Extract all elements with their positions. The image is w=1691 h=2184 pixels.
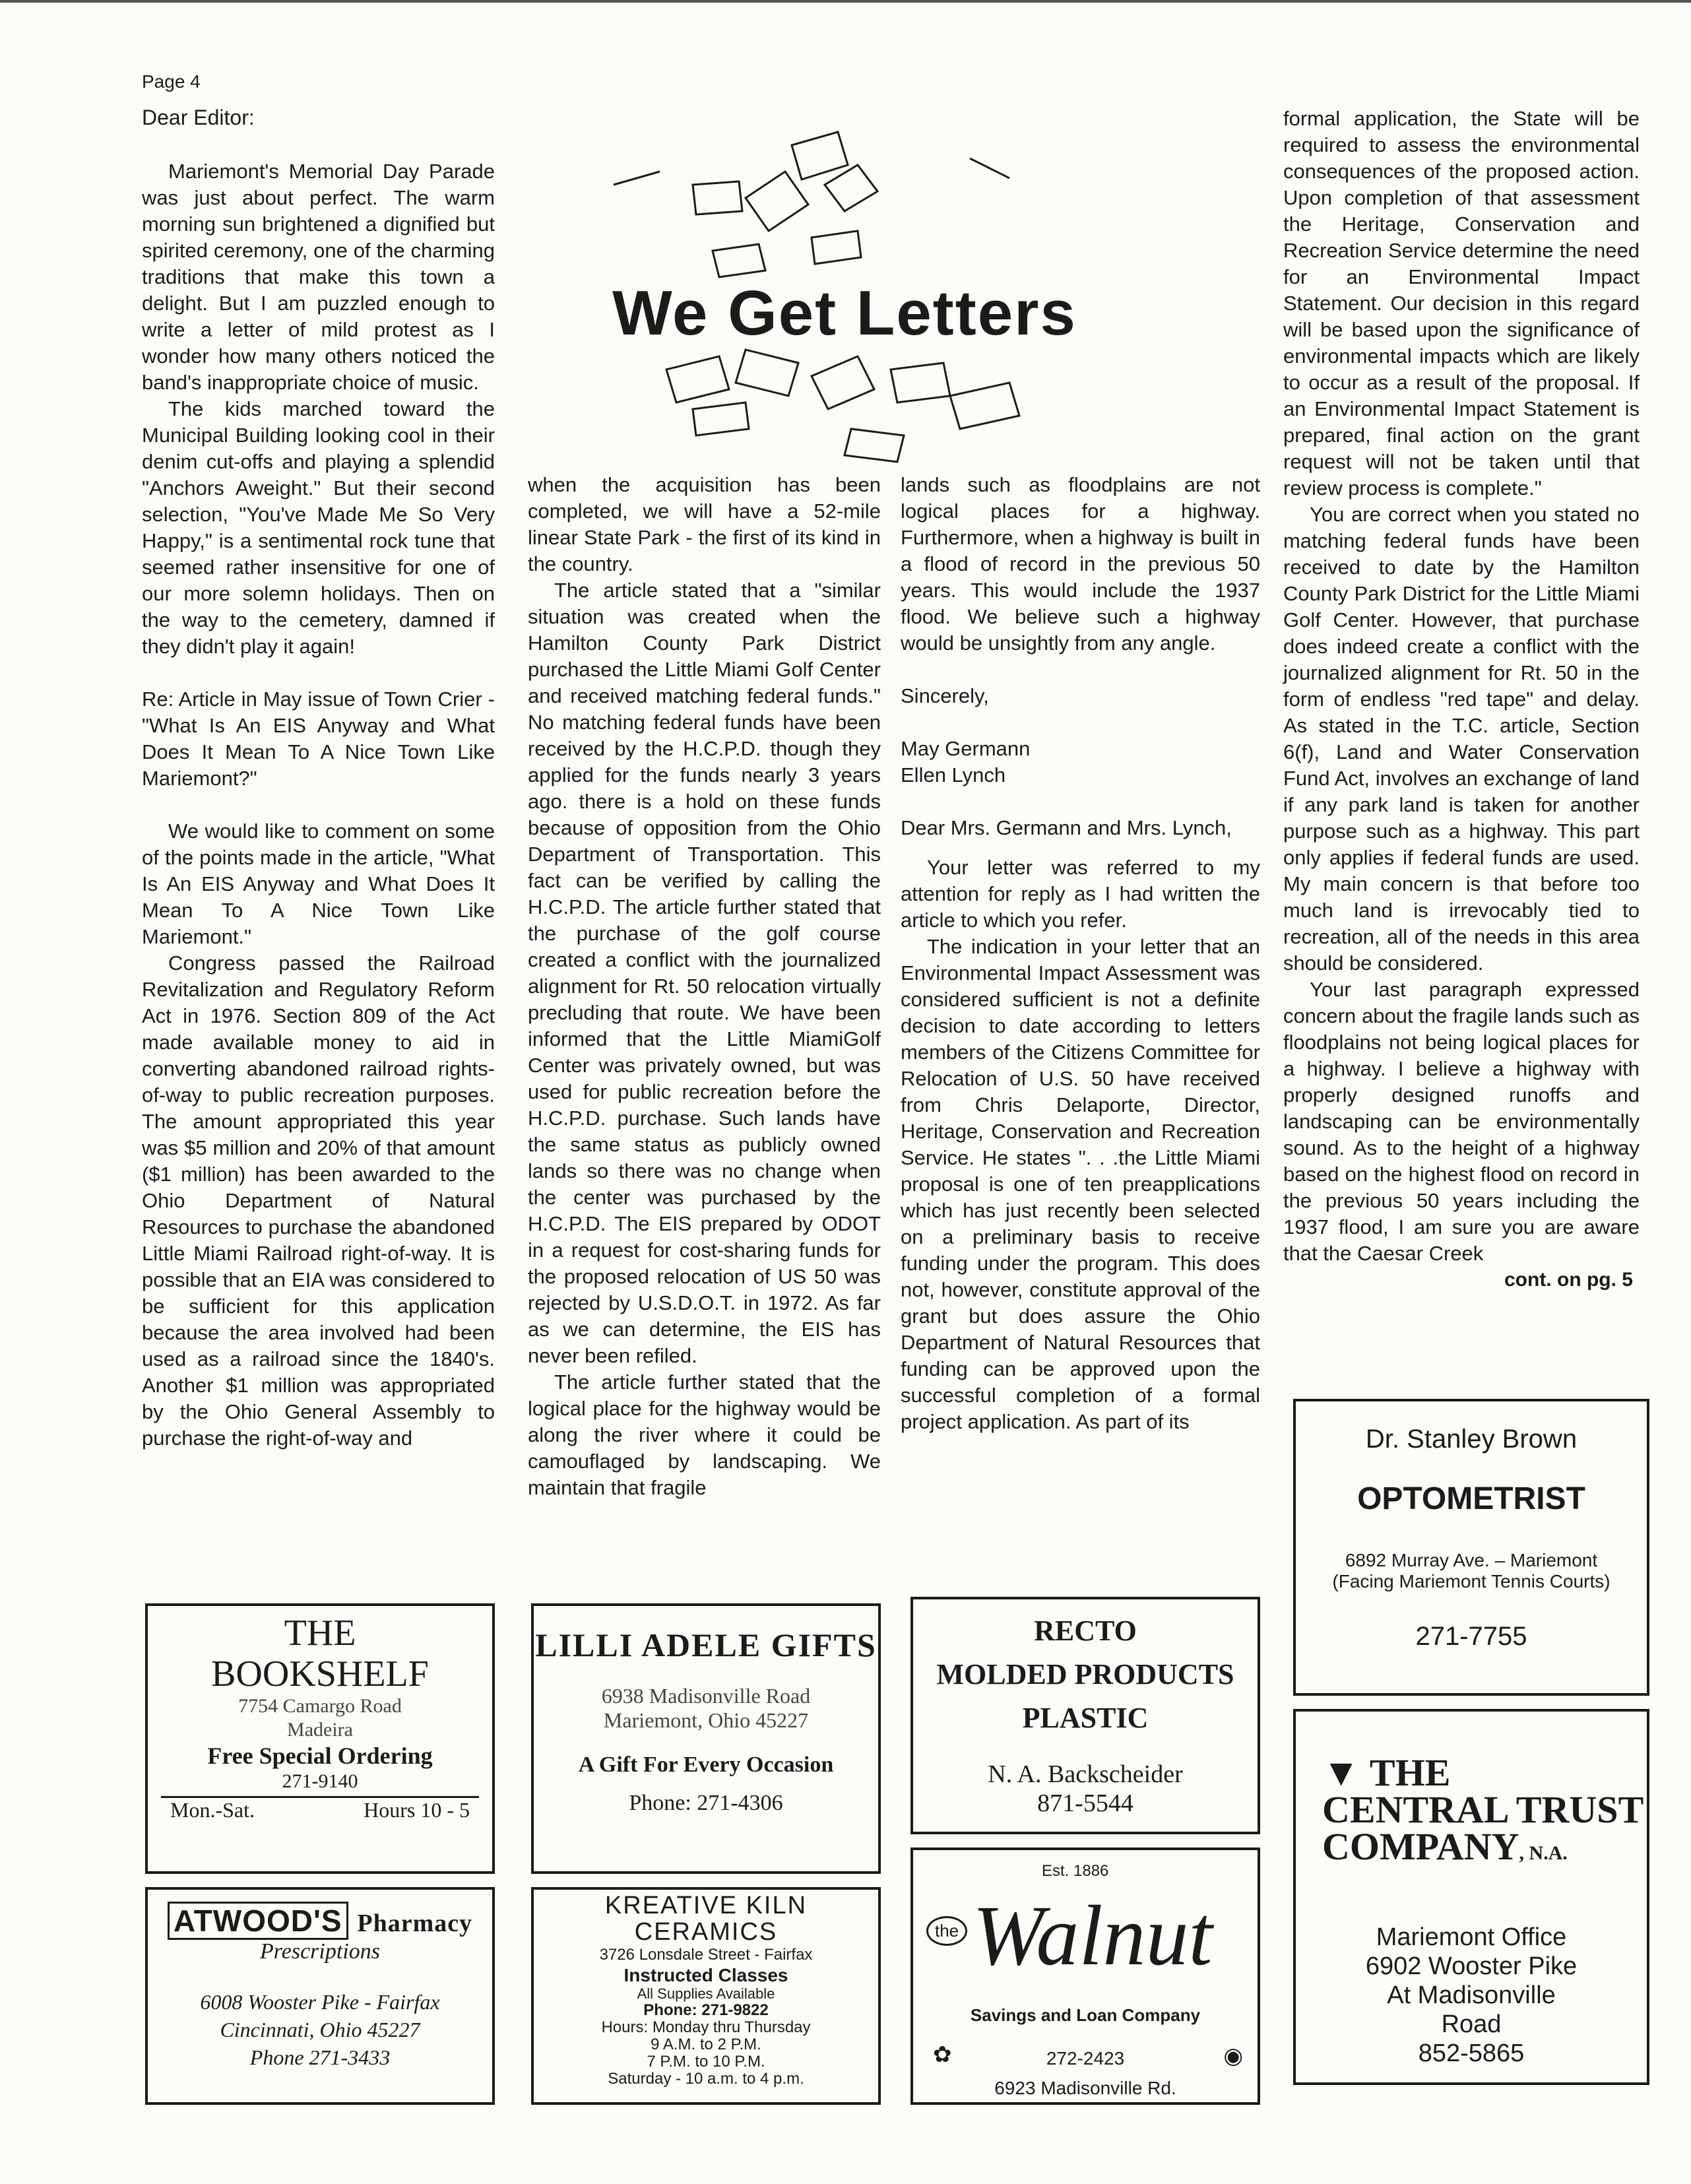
ad-optometrist-name: Dr. Stanley Brown <box>1365 1425 1578 1454</box>
ad-optometrist-note: (Facing Mariemont Tennis Courts) <box>1332 1571 1611 1591</box>
ad-recto-line2: MOLDED PRODUCTS <box>936 1658 1234 1690</box>
reply-greeting: Dear Mrs. Germann and Mrs. Lynch, <box>901 816 1232 839</box>
ad-walnut-address: 6923 Madisonville Rd. <box>994 2078 1176 2098</box>
reply-paragraph: Your letter was referred to my attention for reply as I had written the article to which you refer. <box>901 856 1260 932</box>
top-rule <box>0 0 1691 3</box>
ad-walnut-the: the <box>926 1916 967 1946</box>
ad-lilli-adele <box>531 1603 881 1874</box>
ad-walnut-badge-icon: ◉ <box>1223 2043 1243 2069</box>
ad-bookshelf-tagline: Free Special Ordering <box>207 1743 433 1769</box>
ad-bookshelf-address: 7754 Camargo Road <box>238 1695 402 1717</box>
ad-recto-line3: PLASTIC <box>1022 1702 1149 1734</box>
ad-kiln-hours3: 7 P.M. to 10 P.M. <box>647 2053 765 2071</box>
ad-walnut-name: Walnut <box>973 1888 1213 1983</box>
letter2-signer: Ellen Lynch <box>901 763 1006 787</box>
letter2-paragraph: The article stated that a "similar situation was created when the Hamilton County Park District purchased the Little Miami Golf Center and received matching federal funds." No matching federal funds have been received by the H.C.P.D. though they applied for the funds nearly 3 years ago. there is a hold on these funds because of opposition from the Ohio Department of Transportation. This fact can be verified by calling the H.C.P.D. The article further stated that the purchase of the golf course created a conflict with the journalized alignment for Rt. 50 relocation virtually precluding that route. We have been informed that the Little MiamiGolf Center was privately owned, but was used for public recreation before the H.C.P.D. purchase. Such lands have the same status as publicly owned lands so there was no change when the center was purchased by the H.C.P.D. The EIS prepared by ODOT in a request for cost-sharing funds for the proposed relocation of US 50 was rejected by U.S.D.O.T. in 1972. As far as we can determine, the EIS has never been refiled. <box>528 579 881 1367</box>
ad-kiln-line1: KREATIVE KILN <box>604 1892 808 1919</box>
ad-atwood-name: ATWOOD'S <box>168 1902 348 1940</box>
ad-central-at: At Madisonville <box>1387 1981 1556 2009</box>
ad-bookshelf-city: Madeira <box>287 1719 353 1741</box>
ad-central-line2: CENTRAL TRUST <box>1322 1788 1644 1831</box>
letter2-subject: Re: Article in May issue of Town Crier - "What Is An EIS Anyway and What Does It Mean To A Nice Town Like Mariemont?" <box>142 688 495 790</box>
ad-atwood-pharmacy: Pharmacy <box>357 1910 473 1937</box>
ad-walnut-phone: 272-2423 <box>1046 2048 1125 2069</box>
letter2-paragraph: The article further stated that the logical place for the highway would be along the river where it could be camouflaged by landscaping. We maintain that fragile <box>528 1370 881 1499</box>
reply-paragraph: formal application, the State will be required to assess the environmental consequences of the proposed action. Upon completion of that assessment the Heritage, Conservation and Recreation Service determine the need for an Environmental Impact Statement. Our decision in this regard will be based upon the significance of environmental impacts which are likely to occur as a result of the proposal. If an Environmental Impact Statement is prepared, final action on the grant request will not be taken until that review process is complete." <box>1283 107 1640 499</box>
ad-atwood-address: 6008 Wooster Pike - Fairfax <box>200 1990 440 2014</box>
letter2-paragraph: We would like to comment on some of the points made in the article, "What Is An EIS Anyway and What Does It Mean To A Nice Town Like Mariemont." <box>142 819 495 948</box>
letter1-greeting: Dear Editor: <box>142 106 255 129</box>
ad-central-line1: ▼ THE <box>1322 1751 1451 1794</box>
column-2 <box>528 472 881 1501</box>
letter2-paragraph: when the acquisition has been completed, we will have a 52-mile linear State Park - the first of its kind in the country. <box>528 473 881 575</box>
ad-atwood-script: Prescriptions <box>260 1939 380 1964</box>
ad-walnut-tagline: Savings and Loan Company <box>970 2005 1201 2025</box>
letter1-paragraph: The kids marched toward the Municipal Building looking cool in their denim cut-offs and playing a splendid "Anchors Aweight." But their second selection, "You've Made Me So Very Happy," is a sentimental rock tune that seemed rather insensitive for one of our more solemn holidays. Then on the way to the cemetery, damned if they didn't play it again! <box>142 397 495 658</box>
reply-paragraph: The indication in your letter that an Environmental Impact Assessment was considered sufficient is not a definite decision to date according to letters members of the Citizens Committee for Relocation of U.S. 50 have received from Chris Delaporte, Director, Heritage, Conservation and Recreation Service. He states ". . .the Little Miami proposal is one of ten preapplications which has just recently been selected on a preliminary basis to receive funding under the program. This does not, however, constitute approval of the grant but does assure the Ohio Department of Natural Resources that funding can be approved upon the successful completion of a formal project application. As part of its <box>901 935 1260 1433</box>
ad-kiln-hours1: Hours: Monday thru Thursday <box>601 2018 811 2036</box>
ad-recto-person: N. A. Backscheider <box>988 1760 1183 1788</box>
ad-bookshelf-hours: Hours 10 - 5 <box>364 1798 470 1822</box>
page-title: We Get Letters <box>612 278 1077 348</box>
continued-note: cont. on pg. 5 <box>1504 1269 1633 1291</box>
letter2-paragraph: Congress passed the Railroad Revitalization and Regulatory Reform Act in 1976. Section 809 of the Act made available money to aid in converting abandoned railroad rights-of-way to public recreation purposes. The amount appropriated this year was $5 million and 20% of that amount ($1 million) has been awarded to the Ohio Department of Natural Resources to purchase the abandoned Little Miami Railroad right-of-way. It is possible that an EIA was considered to be sufficient for this application because the area involved had been used as a railroad since the 1840's. Another $1 million was appropriated by the Ohio General Assembly to purchase the right-of-way and <box>142 951 495 1450</box>
ad-bookshelf <box>145 1603 495 1874</box>
ad-lilli-phone: Phone: 271-4306 <box>629 1791 783 1815</box>
ad-kiln-hours4: Saturday - 10 a.m. to 4 p.m. <box>608 2070 804 2088</box>
ad-recto-phone: 871-5544 <box>1037 1789 1133 1817</box>
ad-lilli-name: LILLI ADELE GIFTS <box>535 1626 877 1663</box>
ad-optometrist-title: OPTOMETRIST <box>1357 1481 1585 1516</box>
ad-kiln-classes: Instructed Classes <box>623 1965 788 1985</box>
ad-recto-line1: RECTO <box>1034 1615 1137 1647</box>
ad-recto <box>910 1597 1260 1834</box>
ad-walnut-logo-icon: ✿ <box>933 2042 952 2067</box>
column-3 <box>901 472 1260 1435</box>
ad-central-trust <box>1293 1709 1649 2085</box>
letter2-closing: Sincerely, <box>901 684 989 707</box>
letter2-paragraph: lands such as floodplains are not logical places for a highway. Furthermore, when a highway is built in a flood of record in the previous 50 years. This would include the 1937 flood. We believe such a highway would be unsightly from any angle. <box>901 473 1260 655</box>
ad-central-phone: 852-5865 <box>1418 2039 1525 2067</box>
ad-lilli-address: 6938 Madisonville Road <box>601 1684 811 1708</box>
page-number: Page 4 <box>142 71 201 92</box>
letter1-paragraph: Mariemont's Memorial Day Parade was just about perfect. The warm morning sun brightened a dignified but spirited ceremony, one of the charming traditions that make this town a delight. But I am puzzled enough to write a letter of mild protest as I wonder how many others noticed the band's inappropriate choice of music. <box>142 160 495 394</box>
ad-central-line3: COMPANY, N.A. <box>1322 1825 1568 1868</box>
ad-walnut <box>910 1847 1260 2105</box>
ad-central-office: Mariemont Office <box>1376 1923 1567 1951</box>
ad-optometrist-address: 6892 Murray Ave. – Mariemont <box>1345 1550 1598 1570</box>
ad-bookshelf-phone: 271-9140 <box>282 1770 358 1792</box>
ad-kiln-line2: CERAMICS <box>634 1918 778 1946</box>
ad-kiln-supplies: All Supplies Available <box>637 1985 775 2002</box>
ad-lilli-city: Mariemont, Ohio 45227 <box>603 1708 809 1732</box>
column-1 <box>142 158 495 1452</box>
reply-paragraph: You are correct when you stated no matching federal funds have been received to date by the Hamilton County Park District for the Little Miami Golf Center. However, that purchase does indeed create a conflict with the journalized alignment for Rt. 50 in the form of endless "red tape" and delay. As stated in the T.C. article, Section 6(f), Land and Water Conservation Fund Act, involves an exchange of land if any park land is taken for another purpose such as a highway. This part only applies if federal funds are used. My main concern is that before too much land is irrevocably tied to recreation, all of the needs in this area should be considered. <box>1283 503 1640 975</box>
ad-atwood-city: Cincinnati, Ohio 45227 <box>220 2018 420 2041</box>
ad-kiln-address: 3726 Lonsdale Street - Fairfax <box>599 1946 813 1964</box>
ad-walnut-est: Est. 1886 <box>1042 1862 1109 1880</box>
ad-kiln-phone: Phone: 271-9822 <box>643 2001 769 2019</box>
ad-bookshelf-line2: BOOKSHELF <box>211 1654 429 1694</box>
letters-banner <box>548 119 1141 482</box>
ad-central-address: 6902 Wooster Pike <box>1365 1952 1578 1980</box>
ad-kiln-hours2: 9 A.M. to 2 P.M. <box>651 2036 761 2053</box>
ad-optometrist-phone: 271-7755 <box>1415 1622 1527 1651</box>
ad-kreative-kiln <box>531 1887 881 2105</box>
ad-bookshelf-line1: THE <box>284 1613 356 1654</box>
letter2-signer: May Germann <box>901 737 1031 760</box>
ad-lilli-tagline: A Gift For Every Occasion <box>578 1752 834 1777</box>
reply-paragraph: Your last paragraph expressed concern about the fragile lands such as floodplains not being logical places for a highway. I believe a highway with properly designed runoffs and landscaping can be environmentally sound. As to the height of a highway based on the highest flood on record in the previous 50 years including the 1937 flood, I am sure you are aware that the Caesar Creek <box>1283 978 1640 1265</box>
column-4 <box>1283 106 1640 1293</box>
ad-atwood <box>145 1887 495 2105</box>
ad-bookshelf-days: Mon.-Sat. <box>170 1798 255 1822</box>
ad-central-road: Road <box>1441 2010 1502 2038</box>
ad-optometrist <box>1293 1399 1649 1696</box>
ad-atwood-phone: Phone 271-3433 <box>249 2045 391 2069</box>
